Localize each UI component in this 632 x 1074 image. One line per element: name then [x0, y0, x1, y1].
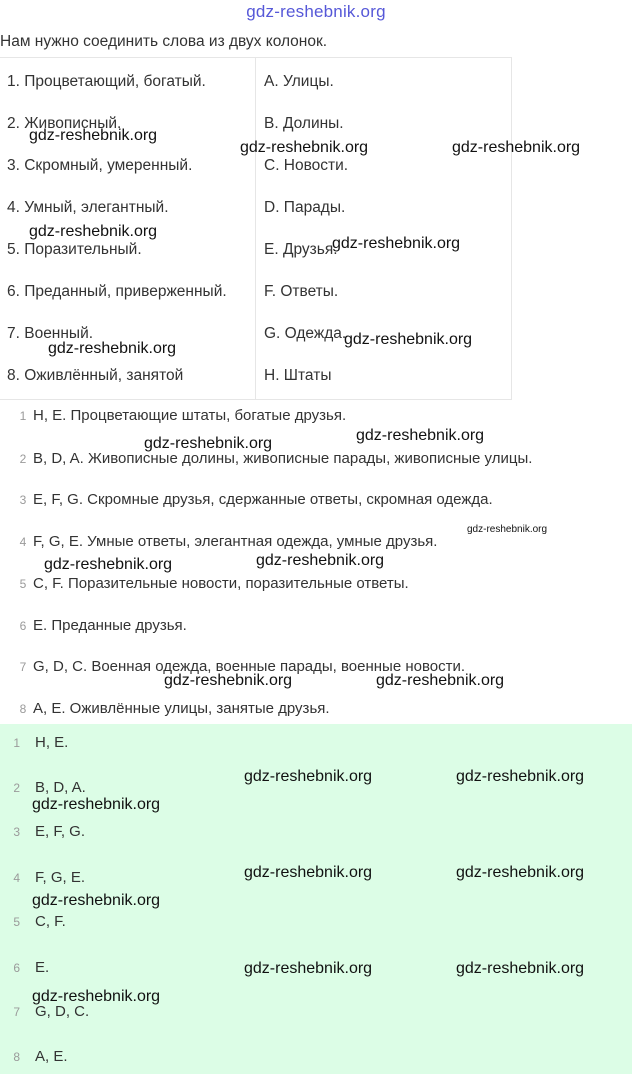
item-number: 1 — [13, 736, 20, 750]
right-item-d: D. Парады. — [264, 199, 346, 216]
watermark: gdz-reshebnik.org — [244, 768, 373, 785]
left-item-6: 6. Преданный, приверженный. — [7, 283, 227, 300]
watermark: gdz-reshebnik.org — [452, 139, 581, 156]
watermark: gdz-reshebnik.org — [29, 127, 158, 144]
watermark: gdz-reshebnik.org — [256, 552, 385, 569]
left-item-2: 2. Живописный. — [7, 115, 122, 132]
answer-item — [0, 823, 85, 840]
left-item-1: 1. Процветающий, богатый. — [7, 73, 206, 90]
right-item-c: C. Новости. — [264, 157, 349, 174]
item-number: 3 — [19, 493, 27, 507]
answer-item — [0, 959, 49, 976]
answer-item — [0, 869, 85, 886]
watermark: gdz-reshebnik.org — [32, 988, 161, 1005]
item-number: 7 — [19, 660, 27, 674]
watermark: gdz-reshebnik.org — [32, 796, 161, 813]
solution-item — [0, 533, 437, 550]
answer-text: B, D, A. — [35, 779, 86, 796]
watermark: gdz-reshebnik.org — [456, 864, 585, 881]
watermark: gdz-reshebnik.org — [456, 960, 585, 977]
column-divider — [255, 58, 256, 399]
watermark: gdz-reshebnik.org — [376, 672, 505, 689]
right-item-b: B. Долины. — [264, 115, 344, 132]
item-number: 3 — [13, 825, 20, 839]
watermark: gdz-reshebnik.org — [32, 892, 161, 909]
watermark: gdz-reshebnik.org — [332, 235, 461, 252]
left-item-4: 4. Умный, элегантный. — [7, 199, 169, 216]
left-item-3: 3. Скромный, умеренный. — [7, 157, 193, 174]
solution-item — [0, 575, 409, 592]
item-number: 2 — [19, 452, 27, 466]
answer-item — [0, 734, 68, 751]
item-number: 7 — [13, 1005, 20, 1019]
watermark: gdz-reshebnik.org — [29, 223, 158, 240]
right-item-a: A. Улицы. — [264, 73, 334, 90]
item-number: 4 — [19, 535, 27, 549]
answer-text: H, E. — [35, 734, 69, 751]
solution-item — [0, 491, 493, 508]
watermark: gdz-reshebnik.org — [244, 960, 373, 977]
watermark: gdz-reshebnik.org — [467, 524, 548, 535]
answer-item — [0, 913, 66, 930]
watermark: gdz-reshebnik.org — [240, 139, 369, 156]
solution-text: B, D, A. Живописные долины, живописные парады, живописные улицы. — [33, 450, 533, 467]
solution-text: A, E. Оживлённые улицы, занятые друзья. — [33, 700, 330, 717]
right-item-f: F. Ответы. — [264, 283, 339, 300]
item-number: 6 — [19, 619, 27, 633]
watermark: gdz-reshebnik.org — [164, 672, 293, 689]
solution-text: H, E. Процветающие штаты, богатые друзья. — [33, 407, 347, 424]
right-item-e: E. Друзья. — [264, 241, 338, 258]
item-number: 8 — [13, 1050, 20, 1064]
solution-text: C, F. Поразительные новости, поразительные ответы. — [33, 575, 409, 592]
solution-text: E, F, G. Скромные друзья, сдержанные ответы, скромная одежда. — [33, 491, 493, 508]
answer-text: F, G, E. — [35, 869, 86, 886]
right-item-h: H. Штаты — [264, 367, 332, 384]
left-item-8: 8. Оживлённый, занятой — [7, 367, 184, 384]
answer-item — [0, 1048, 68, 1065]
solution-text: F, G, E. Умные ответы, элегантная одежда, умные друзья. — [33, 533, 438, 550]
answer-text: E. — [35, 959, 50, 976]
item-number: 5 — [19, 577, 27, 591]
solution-item — [0, 700, 330, 717]
watermark: gdz-reshebnik.org — [344, 331, 473, 348]
left-item-5: 5. Поразительный. — [7, 241, 142, 258]
site-header[interactable]: gdz-reshebnik.org — [246, 2, 386, 21]
item-number: 4 — [13, 871, 20, 885]
item-number: 5 — [13, 915, 20, 929]
solution-item — [0, 617, 187, 634]
solution-text: E. Преданные друзья. — [33, 617, 187, 634]
answer-item — [0, 779, 86, 796]
watermark: gdz-reshebnik.org — [44, 556, 173, 573]
watermark: gdz-reshebnik.org — [456, 768, 585, 785]
watermark: gdz-reshebnik.org — [244, 864, 373, 881]
answer-text: C, F. — [35, 913, 66, 930]
item-number: 2 — [13, 781, 20, 795]
solution-item — [0, 407, 346, 424]
answer-text: A, E. — [35, 1048, 68, 1065]
right-item-g: G. Одежда. — [264, 325, 347, 342]
watermark: gdz-reshebnik.org — [48, 340, 177, 357]
solution-text: G, D, C. Военная одежда, военные парады, военные новости. — [33, 658, 466, 675]
watermark: gdz-reshebnik.org — [356, 427, 485, 444]
answer-text: G, D, C. — [35, 1003, 90, 1020]
watermark: gdz-reshebnik.org — [144, 435, 273, 452]
item-number: 1 — [19, 409, 27, 423]
answer-text: E, F, G. — [35, 823, 86, 840]
task-intro: Нам нужно соединить слова из двух колонок. — [0, 33, 328, 50]
item-number: 6 — [13, 961, 20, 975]
item-number: 8 — [19, 702, 27, 716]
left-item-7: 7. Военный. — [7, 325, 94, 342]
